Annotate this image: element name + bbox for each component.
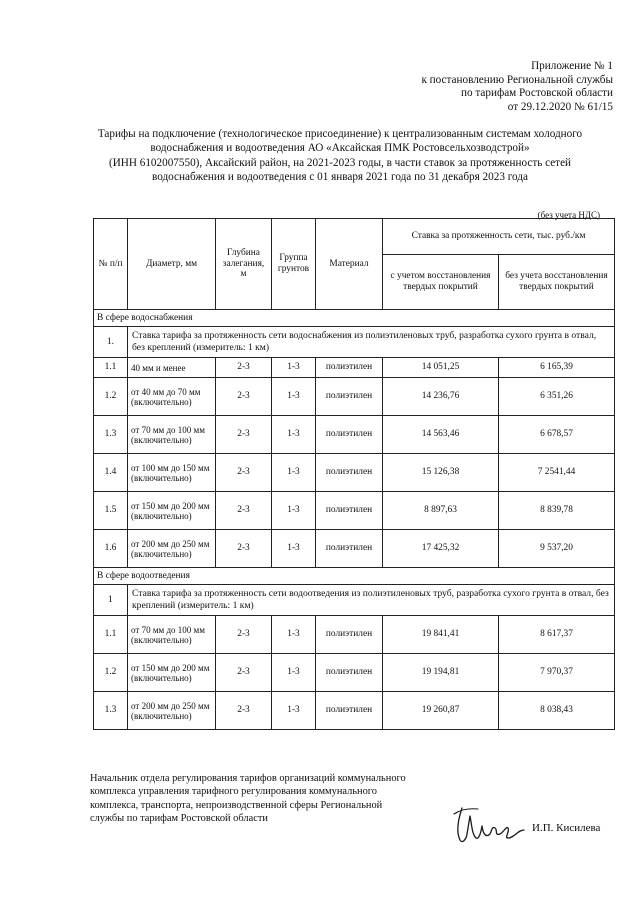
table-row [94, 416, 615, 454]
row-soil: 1-3 [272, 692, 316, 730]
vat-note: (без учета НДС) [537, 210, 600, 220]
row-number: 1.6 [94, 530, 128, 568]
row-rate-without: 6 678,57 [499, 416, 615, 454]
document-title [70, 127, 610, 185]
table-row [94, 358, 615, 378]
row-depth: 2-3 [216, 692, 272, 730]
row-rate-without: 8 617,37 [499, 616, 615, 654]
row-rate-with: 14 563,46 [383, 416, 499, 454]
header-with-restore: с учетом восстановления твердых покрытий [383, 255, 499, 310]
row-soil: 1-3 [272, 492, 316, 530]
row-rate-without: 8 839,78 [499, 492, 615, 530]
row-rate-with: 14 236,76 [383, 378, 499, 416]
row-soil: 1-3 [272, 358, 316, 378]
row-soil: 1-3 [272, 654, 316, 692]
title-line: Тарифы на подключение (технологическое присоединение) к централизованным системам холодного [97, 128, 583, 140]
row-material: полиэтилен [316, 654, 383, 692]
row-diameter: от 70 мм до 100 мм (включительно) [128, 416, 216, 454]
table-row [94, 692, 615, 730]
row-rate-with: 17 425,32 [383, 530, 499, 568]
row-number: 1.2 [94, 654, 128, 692]
footer-line: комплекса, транспорта, непроизводственной сферы Региональной [90, 799, 383, 811]
row-soil: 1-3 [272, 454, 316, 492]
table-row [94, 378, 615, 416]
row-number: 1.1 [94, 358, 128, 378]
row-soil: 1-3 [272, 416, 316, 454]
row-diameter: 40 мм и менее [128, 358, 216, 378]
row-rate-without: 9 537,20 [499, 530, 615, 568]
title-line: водоснабжения и водоотведения с 01 января 2021 года по 31 декабря 2023 года [152, 171, 528, 184]
appendix-line: Приложение № 1 [531, 60, 613, 72]
row-diameter: от 200 мм до 250 мм (включительно) [128, 530, 216, 568]
row-rate-without: 8 038,43 [499, 692, 615, 730]
row-number: 1.5 [94, 492, 128, 530]
row-diameter: от 40 мм до 70 мм (включительно) [128, 378, 216, 416]
signer-name: И.П. Кисилева [532, 822, 601, 834]
row-rate-with: 14 051,25 [383, 358, 499, 378]
row-depth: 2-3 [216, 616, 272, 654]
row-depth: 2-3 [216, 358, 272, 378]
header-without-restore: без учета восстановления твердых покрытий [499, 255, 615, 310]
row-diameter: от 150 мм до 200 мм (включительно) [128, 492, 216, 530]
row-material: полиэтилен [316, 616, 383, 654]
signature-icon [448, 800, 528, 851]
row-rate-with: 19 260,87 [383, 692, 499, 730]
row-material: полиэтилен [316, 454, 383, 492]
row-soil: 1-3 [272, 530, 316, 568]
row-number: 1.3 [94, 692, 128, 730]
row-number: 1.3 [94, 416, 128, 454]
table-row [94, 492, 615, 530]
row-diameter: от 70 мм до 100 мм (включительно) [128, 616, 216, 654]
row-depth: 2-3 [216, 530, 272, 568]
header-material: Материал [316, 219, 383, 310]
row-rate-without: 6 351,26 [499, 378, 615, 416]
signatory-position [90, 772, 470, 826]
footer-line: Начальник отдела регулирования тарифов организаций коммунального [90, 773, 406, 784]
table-row [94, 616, 615, 654]
section-sewerage: В сфере водоотведения [94, 568, 615, 585]
header-soil: Группа грунтов [272, 219, 316, 310]
row-depth: 2-3 [216, 454, 272, 492]
section-water-supply: В сфере водоснабжения [94, 310, 615, 327]
appendix-line: по тарифам Ростовской области [461, 87, 613, 100]
row-soil: 1-3 [272, 616, 316, 654]
row-rate-with: 19 194,81 [383, 654, 499, 692]
subsection-number: 1 [94, 585, 128, 616]
row-depth: 2-3 [216, 416, 272, 454]
tariff-table [93, 218, 615, 730]
row-number: 1.4 [94, 454, 128, 492]
row-soil: 1-3 [272, 378, 316, 416]
row-number: 1.2 [94, 378, 128, 416]
header-depth: Глубина залегания, м [216, 219, 272, 310]
footer-line: комплекса управления тарифного регулирования коммунального [90, 786, 377, 798]
row-rate-without: 6 165,39 [499, 358, 615, 378]
header-diameter: Диаметр, мм [128, 219, 216, 310]
row-rate-without: 7 970,37 [499, 654, 615, 692]
row-material: полиэтилен [316, 358, 383, 378]
subsection-description: Ставка тарифа за протяженность сети водоотведения из полиэтиленовых труб, разработка сухого грунта в отвал, без креплений (измеритель: 1 км) [128, 585, 615, 616]
appendix-header [293, 60, 613, 114]
row-depth: 2-3 [216, 378, 272, 416]
row-material: полиэтилен [316, 530, 383, 568]
subsection-description: Ставка тарифа за протяженность сети водоснабжения из полиэтиленовых труб, разработка сухого грунта в отвал, без креплений (измеритель: 1 км) [128, 327, 615, 358]
header-no: № п/п [94, 219, 128, 310]
table-row [94, 654, 615, 692]
row-material: полиэтилен [316, 378, 383, 416]
title-line: водоснабжения и водоотведения АО «Аксайская ПМК Ростовсельхозводстрой» [150, 142, 530, 155]
row-diameter: от 200 мм до 250 мм (включительно) [128, 692, 216, 730]
footer-line: службы по тарифам Ростовской области [90, 813, 268, 825]
row-number: 1.1 [94, 616, 128, 654]
table-row [94, 454, 615, 492]
table-row [94, 530, 615, 568]
header-rate: Ставка за протяженность сети, тыс. руб./км [383, 219, 615, 255]
appendix-line: от 29.12.2020 № 61/15 [507, 100, 613, 113]
row-depth: 2-3 [216, 654, 272, 692]
row-diameter: от 100 мм до 150 мм (включительно) [128, 454, 216, 492]
row-material: полиэтилен [316, 692, 383, 730]
row-diameter: от 150 мм до 200 мм (включительно) [128, 654, 216, 692]
row-depth: 2-3 [216, 492, 272, 530]
subsection-number: 1. [94, 327, 128, 358]
row-material: полиэтилен [316, 416, 383, 454]
row-rate-with: 8 897,63 [383, 492, 499, 530]
row-rate-with: 15 126,38 [383, 454, 499, 492]
title-line: (ИНН 6102007550), Аксайский район, на 2021-2023 годы, в части ставок за протяженность сетей [108, 156, 572, 169]
row-material: полиэтилен [316, 492, 383, 530]
row-rate-without: 7 2541,44 [499, 454, 615, 492]
row-rate-with: 19 841,41 [383, 616, 499, 654]
appendix-line: к постановлению Региональной службы [421, 73, 613, 86]
